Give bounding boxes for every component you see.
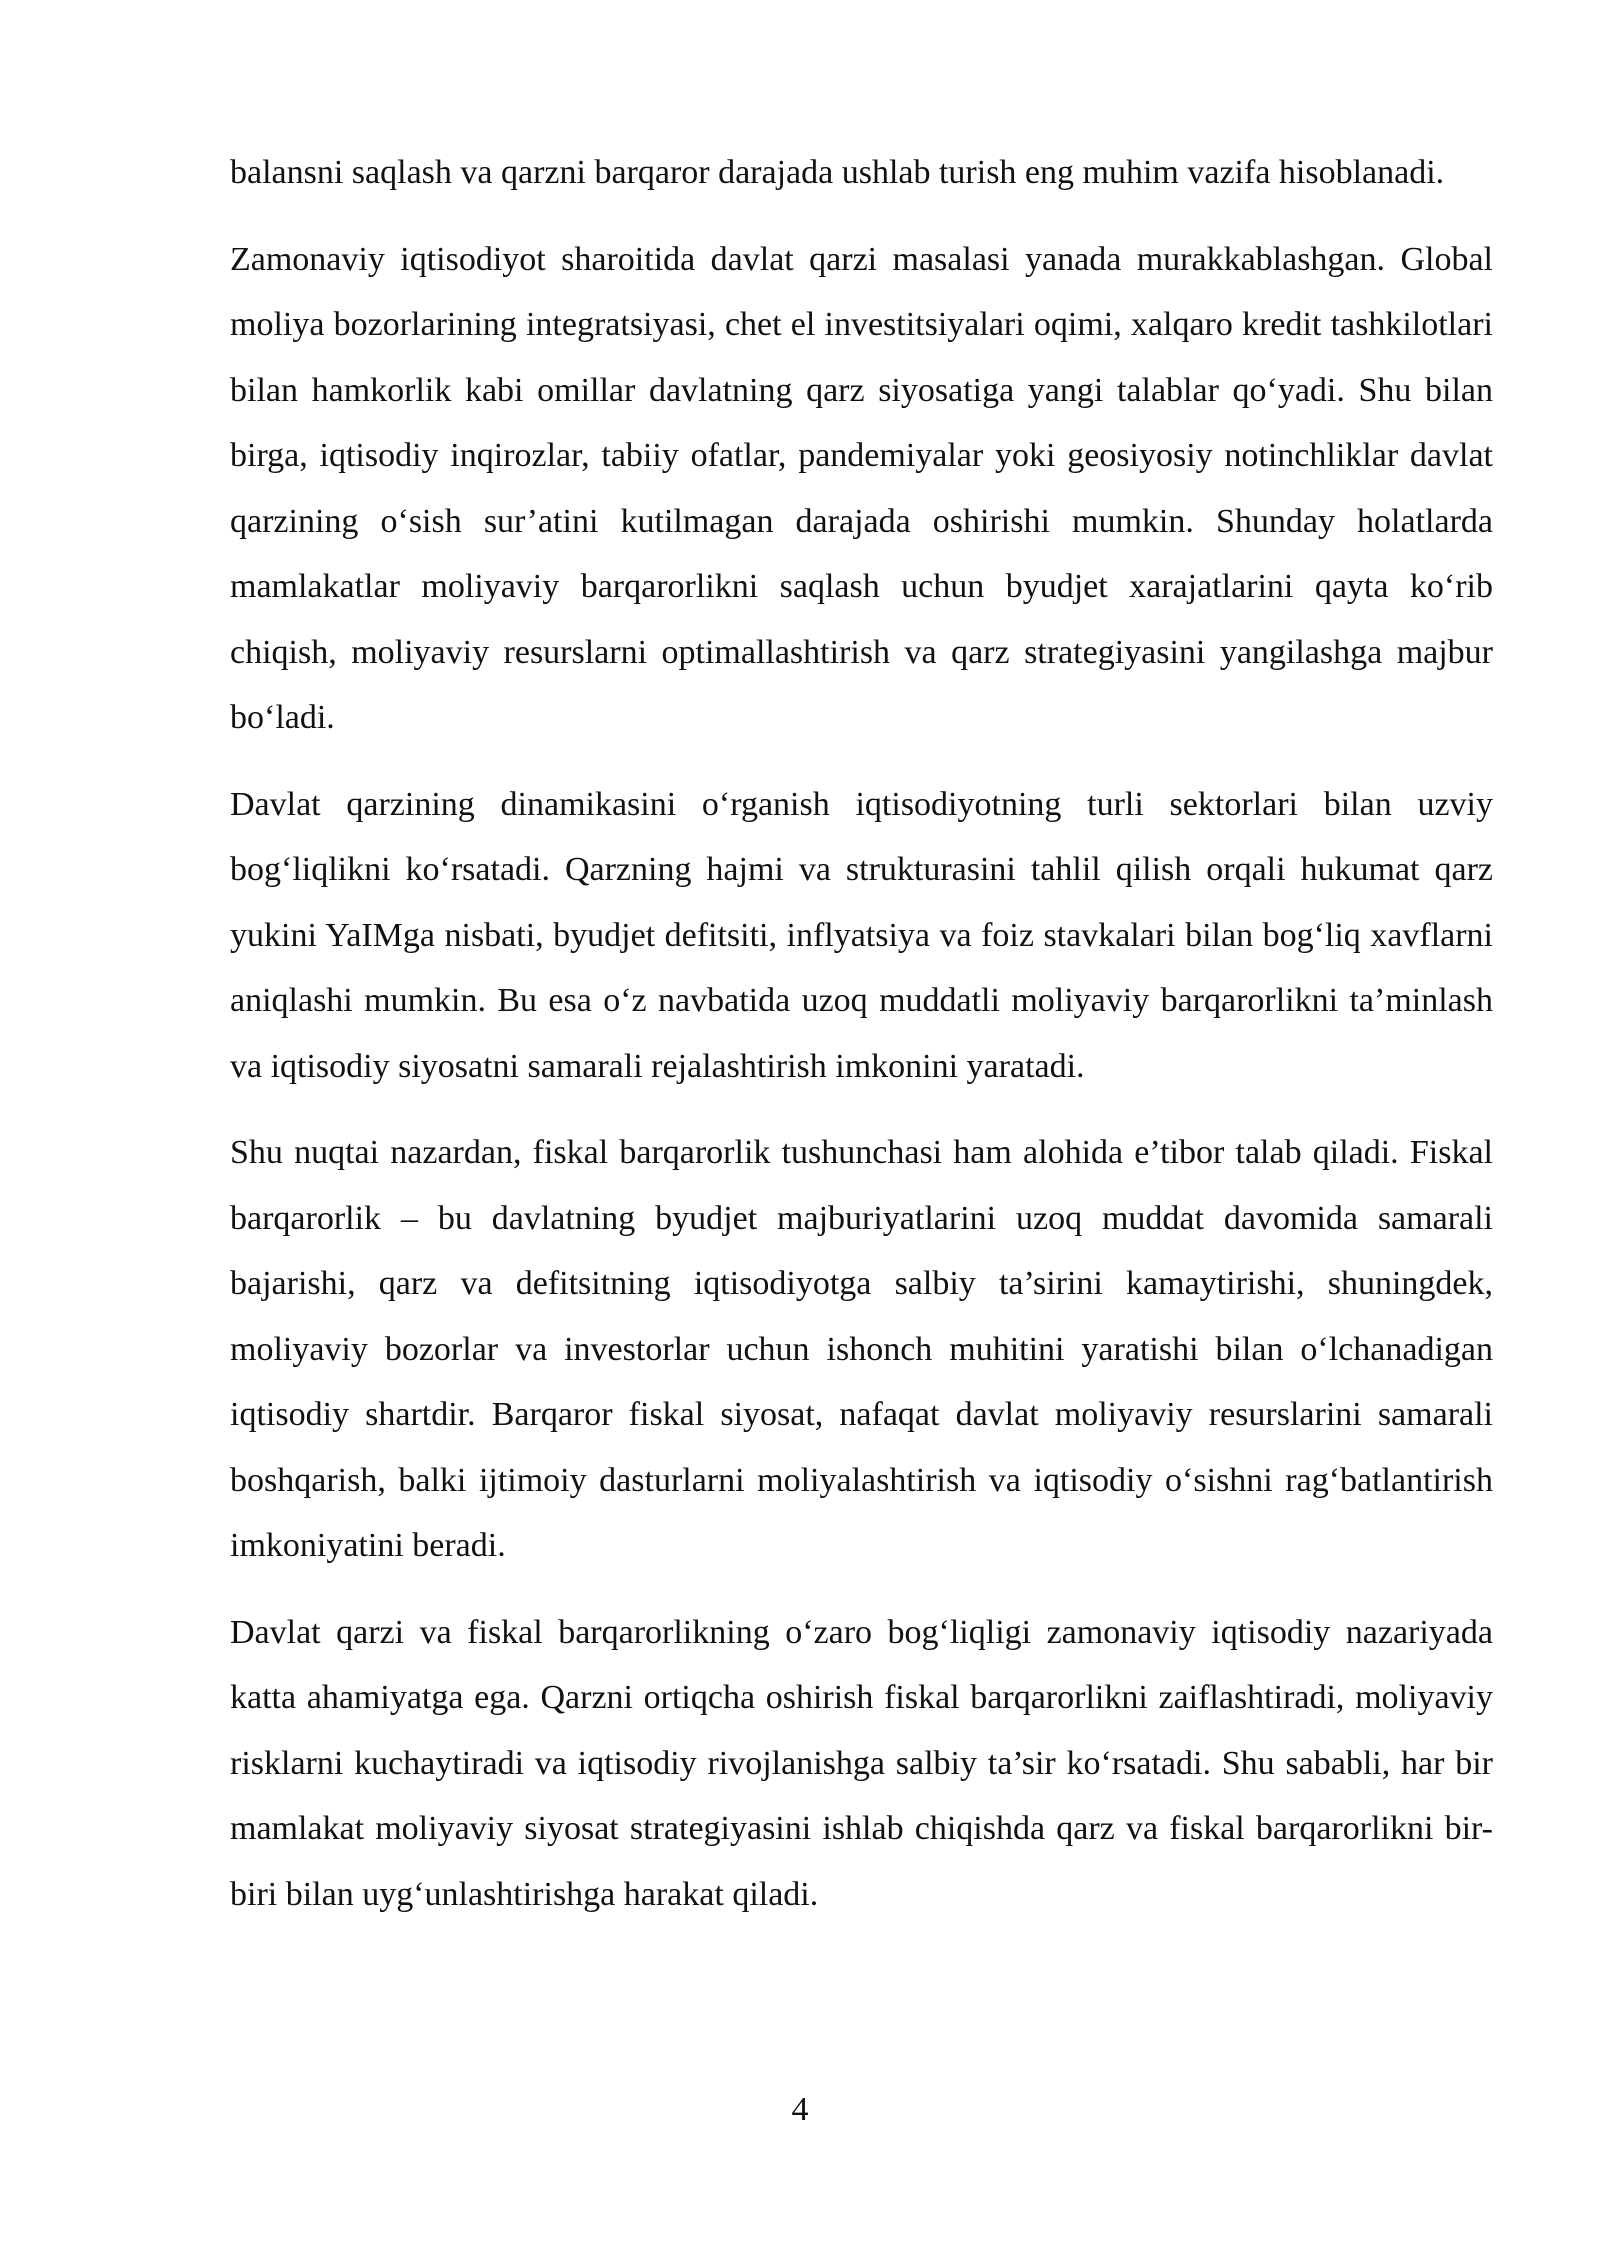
body-text bbox=[230, 140, 1493, 1948]
paragraph-4: Shu nuqtai nazardan, fiskal barqarorlik tushunchasi ham alohida e’tibor talab qiladi. Fiskal barqarorlik – bu davlatning byudjet majburiyatlarini uzoq muddat davomida samarali bajarishi, qarz va defitsitning iqtisodiyotga salbiy ta’sirini kamaytirishi, shuningdek, moliyaviy bozorlar va investorlar uchun ishonch muhitini yaratishi bilan o‘lchanadigan iqtisodiy shartdir. Barqaror fiskal siyosat, nafaqat davlat moliyaviy resurslarini samarali boshqarish, balki ijtimoiy dasturlarni moliyalashtirish va iqtisodiy o‘sishni rag‘batlantirish imkoniyatini beradi. bbox=[230, 1134, 1493, 1564]
paragraph-5: Davlat qarzi va fiskal barqarorlikning o‘zaro bog‘liqligi zamonaviy iqtisodiy nazariyada katta ahamiyatga ega. Qarzni ortiqcha oshirish fiskal barqarorlikni zaiflashtiradi, moliyaviy risklarni kuchaytiradi va iqtisodiy rivojlanishga salbiy ta’sir ko‘rsatadi. Shu sababli, har bir mamlakat moliyaviy siyosat strategiyasini ishlab chiqishda qarz va fiskal barqarorlikni bir-biri bilan uyg‘unlashtirishga harakat qiladi. bbox=[230, 1613, 1493, 1913]
page-number: 4 bbox=[791, 2091, 809, 2128]
paragraph-3: Davlat qarzining dinamikasini o‘rganish iqtisodiyotning turli sektorlari bilan uzviy bog‘liqlikni ko‘rsatadi. Qarzning hajmi va strukturasini tahlil qilish orqali hukumat qarz yukini YaIMga nisbati, byudjet defitsiti, inflyatsiya va foiz stavkalari bilan bog‘liq xavflarni aniqlashi mumkin. Bu esa o‘z navbatida uzoq muddatli moliyaviy barqarorlikni ta’minlash va iqtisodiy siyosatni samarali rejalashtirish imkonini yaratadi. bbox=[230, 785, 1493, 1085]
paragraph-2: Zamonaviy iqtisodiyot sharoitida davlat qarzi masalasi yanada murakkablashgan. Global moliya bozorlarining integratsiyasi, chet el investitsiyalari oqimi, xalqaro kredit tashkilotlari bilan hamkorlik kabi omillar davlatning qarz siyosatiga yangi talablar qo‘yadi. Shu bilan birga, iqtisodiy inqirozlar, tabiiy ofatlar, pandemiyalar yoki geosiyosiy notinchliklar davlat qarzining o‘sish sur’atini kutilmagan darajada oshirishi mumkin. Shunday holatlarda mamlakatlar moliyaviy barqarorlikni saqlash uchun byudjet xarajatlarini qayta ko‘rib chiqish, moliyaviy resurslarni optimallashtirish va qarz strategiyasini yangilashga majbur bo‘ladi. bbox=[230, 240, 1493, 736]
paragraph-1: balansni saqlash va qarzni barqaror darajada ushlab turish eng muhim vazifa hisoblanadi. bbox=[230, 154, 1445, 191]
